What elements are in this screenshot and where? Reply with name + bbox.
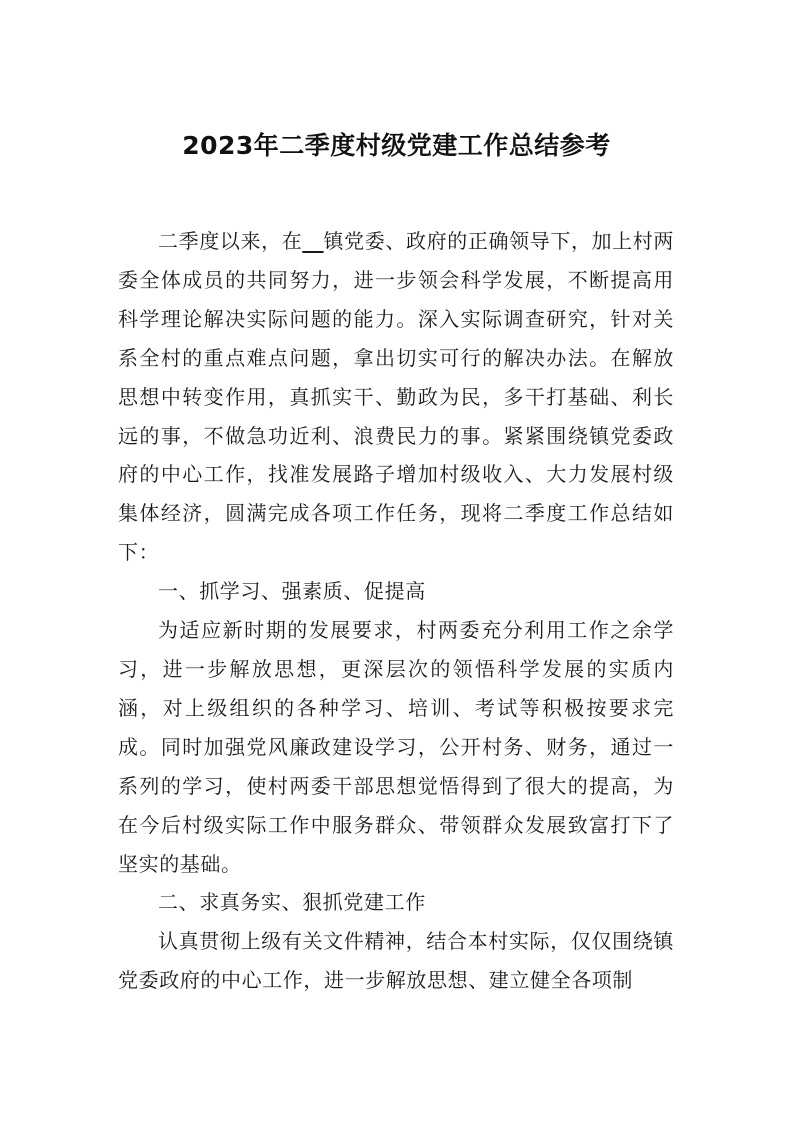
intro-paragraph: [118, 222, 674, 572]
intro-text-rest: 镇党委、政府的正确领导下，加上村两委全体成员的共同努力，进一步领会科学发展，不断提高用科学理论解决实际问题的能力。深入实际调查研究，针对关系全村的重点难点问题，拿出切实可行的解决办法。在解放思想中转变作用，真抓实干、勤政为民，多干打基础、利长远的事，不做急功近利、浪费民力的事。紧紧围绕镇党委政府的中心工作，找准发展路子增加村级收入、大力发展村级集体经济，圆满完成各项工作任务，现将二季度工作总结如下：: [118, 229, 675, 565]
section-1-heading: 一、抓学习、强素质、促提高: [158, 579, 426, 604]
section-2-heading: 二、求真务实、狠抓党建工作: [158, 890, 426, 915]
intro-text-start: 二季度以来，在: [158, 229, 303, 253]
section-1-paragraph: 为适应新时期的发展要求，村两委充分利用工作之余学习，进一步解放思想，更深层次的领悟科学发展的实质内涵，对上级组织的各种学习、培训、考试等积极按要求完成。同时加强党风廉政建设学习，公开村务、财务，通过一系列的学习，使村两委干部思想觉悟得到了很大的提高，为在今后村级实际工作中服务群众、带领群众发展致富打下了坚实的基础。: [118, 618, 674, 876]
blank-placeholder: __: [302, 229, 324, 253]
document-title: 2023年二季度村级党建工作总结参考: [182, 131, 611, 160]
section-2-paragraph: 认真贯彻上级有关文件精神，结合本村实际，仅仅围绕镇党委政府的中心工作，进一步解放思想、建立健全各项制: [118, 929, 674, 993]
document-body: [118, 222, 674, 1000]
